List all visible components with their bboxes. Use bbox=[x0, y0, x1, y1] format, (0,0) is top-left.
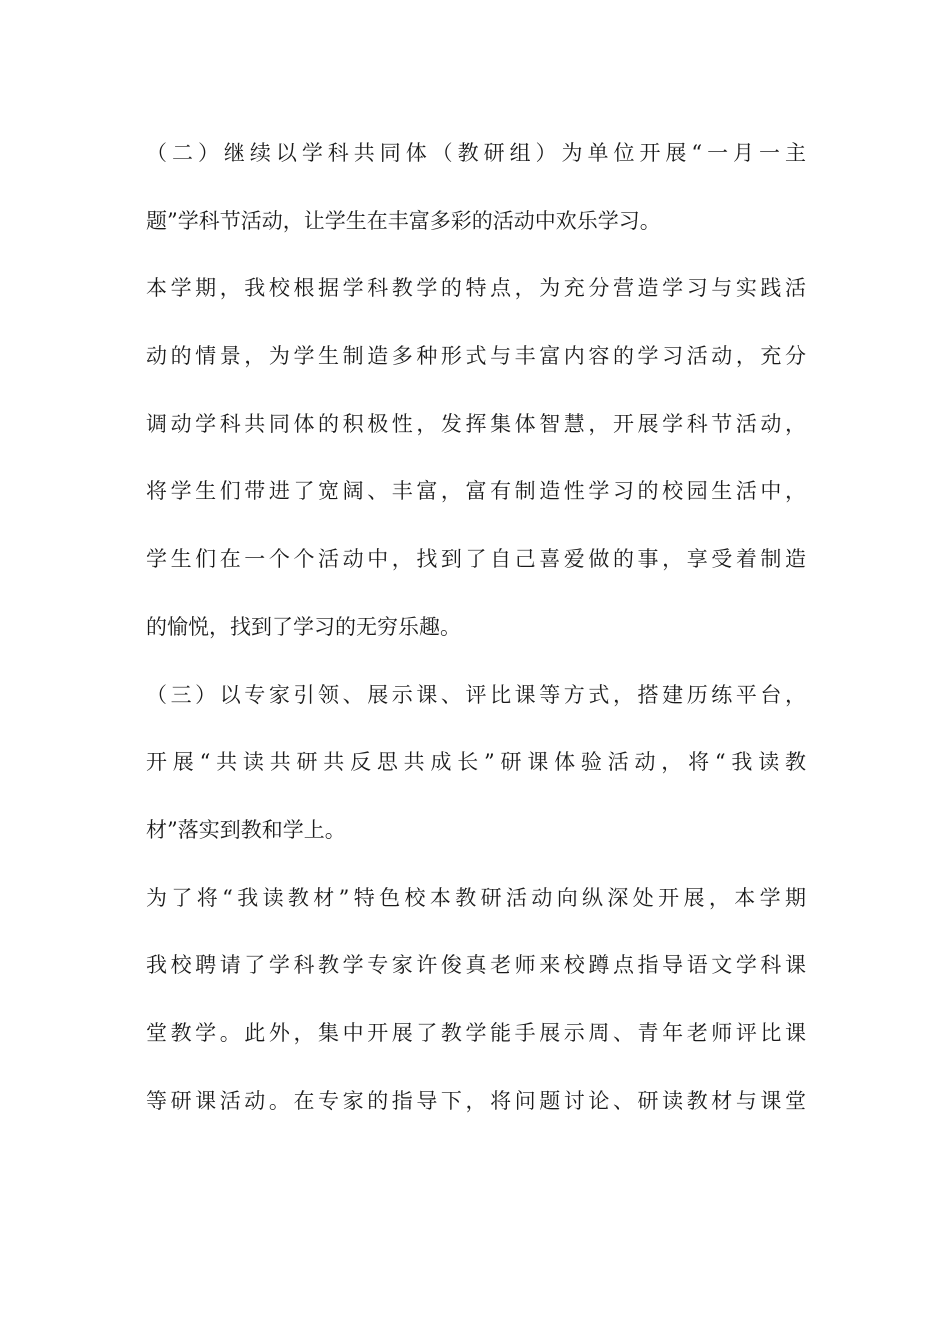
text-line: 学生们在一个个活动中，找到了自己喜爱做的事，享受着制造 bbox=[146, 547, 806, 572]
text-line: 题”学科节活动，让学生在丰富多彩的活动中欢乐学习。 bbox=[146, 208, 661, 233]
text-line: 本学期，我校根据学科教学的特点，为充分营造学习与实践活 bbox=[146, 276, 806, 301]
text-line: 将学生们带进了宽阔、丰富，富有制造性学习的校园生活中， bbox=[146, 479, 806, 504]
text-line: 材”落实到教和学上。 bbox=[146, 817, 346, 842]
text-line: 等研课活动。在专家的指导下，将问题讨论、研读教材与课堂 bbox=[146, 1088, 806, 1113]
text-line: 为了将“我读教材”特色校本教研活动向纵深处开展，本学期 bbox=[146, 885, 806, 910]
text-line: 的愉悦，找到了学习的无穷乐趣。 bbox=[146, 614, 461, 639]
text-line: （三）以专家引领、展示课、评比课等方式，搭建历练平台， bbox=[146, 682, 806, 707]
text-line: （二）继续以学科共同体（教研组）为单位开展“一月一主 bbox=[146, 141, 806, 165]
text-line: 堂教学。此外，集中开展了教学能手展示周、青年老师评比课 bbox=[146, 1020, 806, 1045]
document-body bbox=[146, 128, 806, 1143]
text-line: 动的情景，为学生制造多种形式与丰富内容的学习活动，充分 bbox=[146, 344, 806, 369]
text-line: 调动学科共同体的积极性，发挥集体智慧，开展学科节活动， bbox=[146, 411, 806, 436]
text-line: 我校聘请了学科教学专家许俊真老师来校蹲点指导语文学科课 bbox=[146, 953, 806, 978]
text-line: 开展“共读共研共反思共成长”研课体验活动，将“我读教 bbox=[146, 750, 806, 775]
